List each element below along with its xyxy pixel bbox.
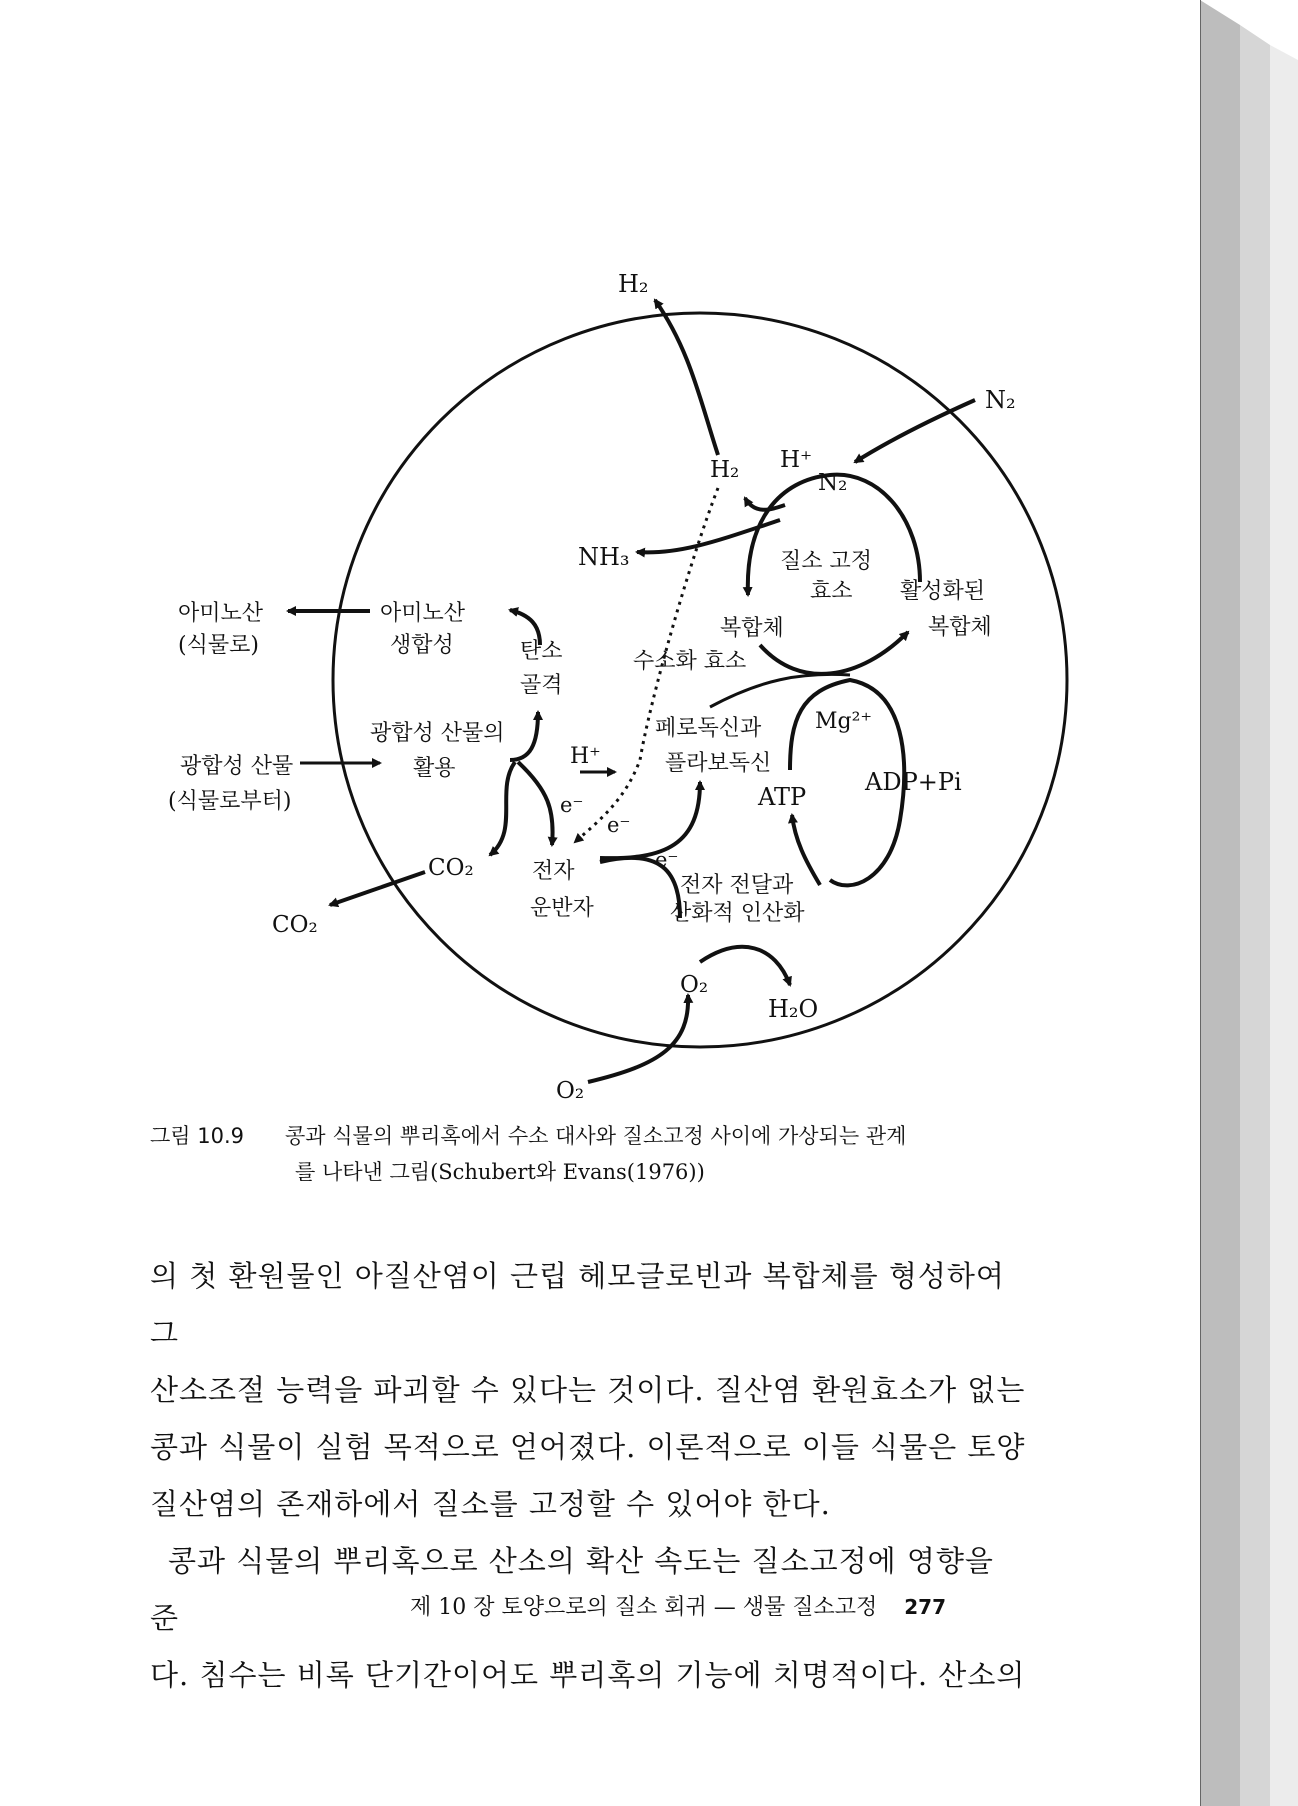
caption-number: 그림 10.9 bbox=[150, 1124, 245, 1148]
label-co2-outer: CO₂ bbox=[272, 912, 318, 938]
label-amino-syn-1: 아미노산 bbox=[380, 601, 466, 626]
label-o2-outer: O₂ bbox=[556, 1078, 585, 1104]
label-complex: 복합체 bbox=[720, 616, 784, 641]
label-nitrogenase-2: 효소 bbox=[810, 579, 853, 604]
label-e-3: e⁻ bbox=[655, 848, 679, 872]
label-nitrogenase-1: 질소 고정 bbox=[780, 549, 873, 574]
label-co2-inner: CO₂ bbox=[428, 855, 474, 881]
caption-line-1: 콩과 식물의 뿌리혹에서 수소 대사와 질소고정 사이에 가상되는 관계 bbox=[285, 1124, 907, 1148]
arrow-co2-out bbox=[330, 872, 425, 905]
arrow-o2-in bbox=[588, 995, 688, 1082]
body-line-1: 의 첫 환원물인 아질산염이 근립 헤모글로빈과 복합체를 형성하여 그 bbox=[150, 1259, 1005, 1350]
chapter-title: 제 10 장 토양으로의 질소 회귀 — 생물 질소고정 bbox=[410, 1595, 878, 1620]
label-transport-1: 전자 전달과 bbox=[680, 873, 794, 898]
label-hydrogenase: 수소화 효소 bbox=[633, 649, 747, 674]
caption-line-2: 를 나타낸 그림(Schubert와 Evans(1976)) bbox=[295, 1160, 705, 1184]
arrow-h2-out bbox=[655, 300, 718, 455]
arrow-to-carrier bbox=[518, 762, 553, 845]
running-footer bbox=[410, 1590, 946, 1621]
label-carbon-2: 골격 bbox=[520, 673, 563, 698]
label-photo-in-2: (식물로부터) bbox=[168, 789, 292, 814]
label-h-plus-top: H⁺ bbox=[780, 447, 813, 473]
label-ferredoxin-1: 페로독신과 bbox=[655, 716, 762, 741]
label-carbon-1: 탄소 bbox=[520, 639, 563, 664]
body-text bbox=[150, 1248, 1030, 1704]
label-activated-1: 활성화된 bbox=[900, 579, 986, 604]
label-amino-out-2: (식물로) bbox=[178, 633, 259, 658]
arrow-to-carbon bbox=[510, 712, 538, 760]
label-amino-out-1: 아미노산 bbox=[178, 601, 264, 626]
label-transport-2: 산화적 인산화 bbox=[670, 901, 805, 926]
page-number: 277 bbox=[904, 1595, 946, 1619]
body-line-5: 콩과 식물의 뿌리혹으로 산소의 확산 속도는 질소고정에 영향을 준 bbox=[150, 1544, 994, 1635]
label-atp: ATP bbox=[758, 783, 807, 811]
body-line-6: 다. 침수는 비록 단기간이어도 뿌리혹의 기능에 치명적이다. 산소의 bbox=[150, 1658, 1026, 1692]
label-photo-use-1: 광합성 산물의 bbox=[370, 721, 505, 746]
nodule-cell-circle bbox=[333, 313, 1067, 1047]
label-nh3: NH₃ bbox=[578, 543, 630, 571]
label-h2-inner: H₂ bbox=[710, 457, 740, 483]
body-line-3: 콩과 식물이 실험 목적으로 얻어졌다. 이론적으로 이들 식물은 토양 bbox=[150, 1430, 1026, 1464]
arrow-atp bbox=[792, 815, 820, 885]
label-e-1: e⁻ bbox=[560, 793, 584, 817]
body-line-2: 산소조절 능력을 파괴할 수 있다는 것이다. 질산염 환원효소가 없는 bbox=[150, 1373, 1026, 1407]
label-photo-in-1: 광합성 산물 bbox=[180, 754, 294, 779]
label-h-plus-mid: H⁺ bbox=[570, 744, 601, 769]
label-ferredoxin-2: 플라보독신 bbox=[665, 751, 772, 776]
label-amino-syn-2: 생합성 bbox=[390, 633, 454, 658]
label-activated-2: 복합체 bbox=[928, 615, 992, 640]
label-carrier-1: 전자 bbox=[532, 859, 575, 884]
label-mg: Mg²⁺ bbox=[815, 709, 873, 734]
label-o2-inner: O₂ bbox=[680, 972, 709, 998]
book-page-edge bbox=[1200, 0, 1298, 1806]
label-n2-outer: N₂ bbox=[985, 386, 1016, 414]
label-photo-use-2: 활용 bbox=[413, 756, 456, 781]
arrow-o2-h2o bbox=[700, 947, 790, 985]
label-carrier-2: 운반자 bbox=[530, 896, 594, 921]
label-h2o: H₂O bbox=[768, 995, 819, 1023]
label-adp: ADP+Pi bbox=[865, 768, 962, 796]
ferredoxin-link bbox=[710, 674, 850, 707]
label-e-2: e⁻ bbox=[607, 813, 631, 837]
label-n2-inner: N₂ bbox=[818, 470, 848, 496]
figure-caption bbox=[150, 1118, 1040, 1190]
label-h2-top: H₂ bbox=[618, 270, 649, 298]
arrow-n2-in bbox=[855, 400, 975, 462]
body-line-4: 질산염의 존재하에서 질소를 고정할 수 있어야 한다. bbox=[150, 1487, 831, 1521]
arrow-to-co2 bbox=[490, 762, 515, 855]
